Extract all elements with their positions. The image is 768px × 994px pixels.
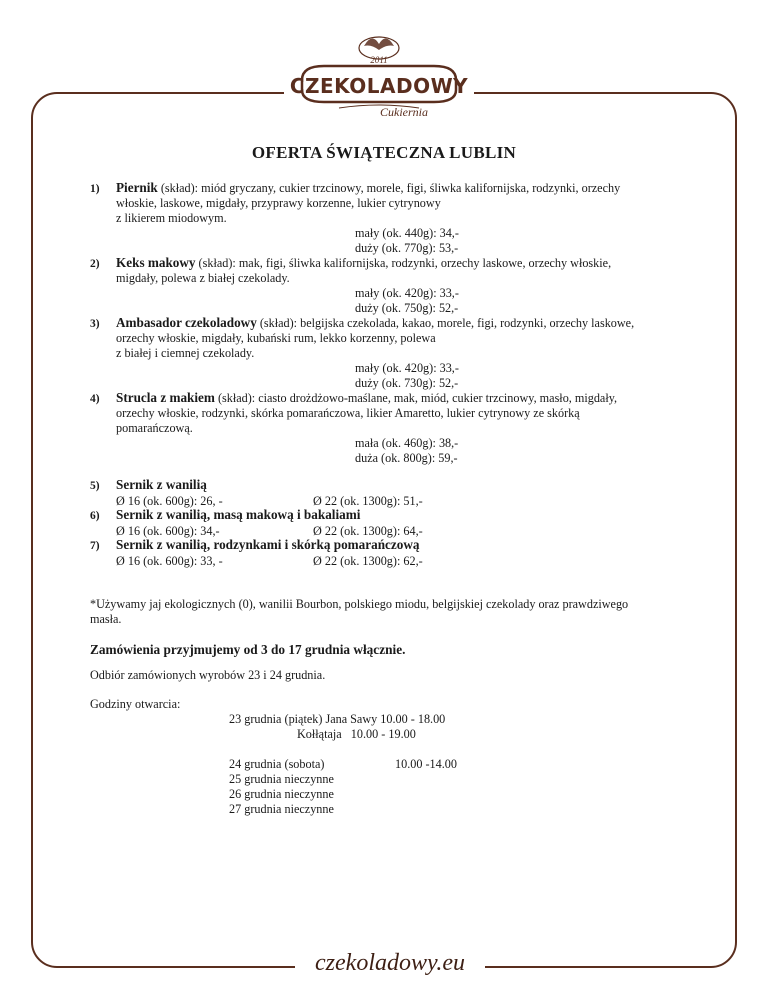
cheesecake-name: Sernik z wanilią, masą makową i bakaliami xyxy=(116,507,361,522)
product-name: Strucla z makiem xyxy=(116,390,215,405)
price-large: duża (ok. 800g): 59,- xyxy=(355,451,458,465)
product-description-line: orzechy włoskie, migdały, kubański rum, lekko korzenny, polewa xyxy=(116,331,436,345)
item-number: 4) xyxy=(90,393,100,405)
product-description: Strucla z makiem (skład): ciasto drożdżowo-maślane, mak, miód, cukier trzcinowy, masło, migdały, xyxy=(116,390,618,405)
product-name: Piernik xyxy=(116,180,158,195)
hours-line-kollataja: Kołłątaja 10.00 - 19.00 xyxy=(297,727,416,741)
cheesecake-price-large: Ø 22 (ok. 1300g): 64,- xyxy=(313,524,423,538)
item-number: 1) xyxy=(90,183,100,195)
ingredients-note: *Używamy jaj ekologicznych (0), wanilii Bourbon, polskiego miodu, belgijskiej czekolady oraz prawdziwego xyxy=(90,597,629,611)
product-description-line: pomarańczową. xyxy=(116,421,193,435)
product-description: Ambasador czekoladowy (skład): belgijska czekolada, kakao, morele, figi, rodzynki, orzechy laskowe, xyxy=(116,315,635,330)
cheesecake-price-large: Ø 22 (ok. 1300g): 51,- xyxy=(313,494,423,508)
product-name: Keks makowy xyxy=(116,255,196,270)
product-description-line: orzechy włoskie, rodzynki, skórka pomarańczowa, likier Amaretto, lukier cytrynowy ze skórką xyxy=(116,406,580,420)
cheesecake-price-small: Ø 16 (ok. 600g): 34,- xyxy=(116,524,220,538)
cheesecake-price-small: Ø 16 (ok. 600g): 26, - xyxy=(116,494,223,508)
product-description-line: włoskie, laskowe, migdały, przyprawy korzenne, lukier cytrynowy xyxy=(116,196,441,210)
price-small: mała (ok. 460g): 38,- xyxy=(355,436,459,450)
hours-day: 26 grudnia nieczynne xyxy=(229,787,334,801)
product-description-line: migdały, polewa z białej czekolady. xyxy=(116,271,290,285)
page-title: OFERTA ŚWIĄTECZNA LUBLIN xyxy=(251,143,517,162)
hours-day: 24 grudnia (sobota) xyxy=(229,757,325,771)
cheesecake-name: Sernik z wanilią, rodzynkami i skórką pomarańczową xyxy=(116,537,420,552)
cheesecake-name: Sernik z wanilią xyxy=(116,477,207,492)
product-description-line: z likierem miodowym. xyxy=(116,211,227,225)
price-small: mały (ok. 440g): 34,- xyxy=(355,226,459,240)
item-number: 6) xyxy=(90,510,100,522)
product-description: Piernik (skład): miód gryczany, cukier trzcinowy, morele, figi, śliwka kalifornijska, rodzynki, orzechy xyxy=(116,180,621,195)
price-small: mały (ok. 420g): 33,- xyxy=(355,361,459,375)
hours-label: Godziny otwarcia: xyxy=(90,697,181,711)
hours-day: 25 grudnia nieczynne xyxy=(229,772,334,786)
hours-line-jana-sawy: 23 grudnia (piątek) Jana Sawy 10.00 - 18.00 xyxy=(229,712,446,726)
product-description: Keks makowy (skład): mak, figi, śliwka kalifornijska, rodzynki, orzechy laskowe, orzechy włoskie, xyxy=(116,255,612,270)
ingredients-note-line: masła. xyxy=(90,612,122,626)
orders-deadline: Zamówienia przyjmujemy od 3 do 17 grudnia włącznie. xyxy=(90,642,406,657)
product-name: Ambasador czekoladowy xyxy=(116,315,257,330)
cheesecake-price-large: Ø 22 (ok. 1300g): 62,- xyxy=(313,554,423,568)
product-description-line: z białej i ciemnej czekolady. xyxy=(116,346,255,360)
pickup-info: Odbiór zamówionych wyrobów 23 i 24 grudnia. xyxy=(90,668,326,682)
price-large: duży (ok. 770g): 53,- xyxy=(355,241,459,255)
logo-subtitle: Cukiernia xyxy=(380,105,428,119)
price-small: mały (ok. 420g): 33,- xyxy=(355,286,459,300)
item-number: 5) xyxy=(90,480,100,492)
item-number: 3) xyxy=(90,318,100,330)
price-large: duży (ok. 750g): 52,- xyxy=(355,301,459,315)
price-large: duży (ok. 730g): 52,- xyxy=(355,376,459,390)
item-number: 2) xyxy=(90,258,100,270)
hours-day: 27 grudnia nieczynne xyxy=(229,802,334,816)
cheesecake-price-small: Ø 16 (ok. 600g): 33, - xyxy=(116,554,223,568)
logo-year: 2011 xyxy=(370,55,388,65)
logo-brand-text: CZEKOLADOWY xyxy=(289,74,469,98)
hours-saturday: 10.00 -14.00 xyxy=(395,757,457,771)
brand-logo xyxy=(284,32,474,120)
footer-website[interactable]: czekoladowy.eu xyxy=(295,943,485,983)
item-number: 7) xyxy=(90,540,100,552)
